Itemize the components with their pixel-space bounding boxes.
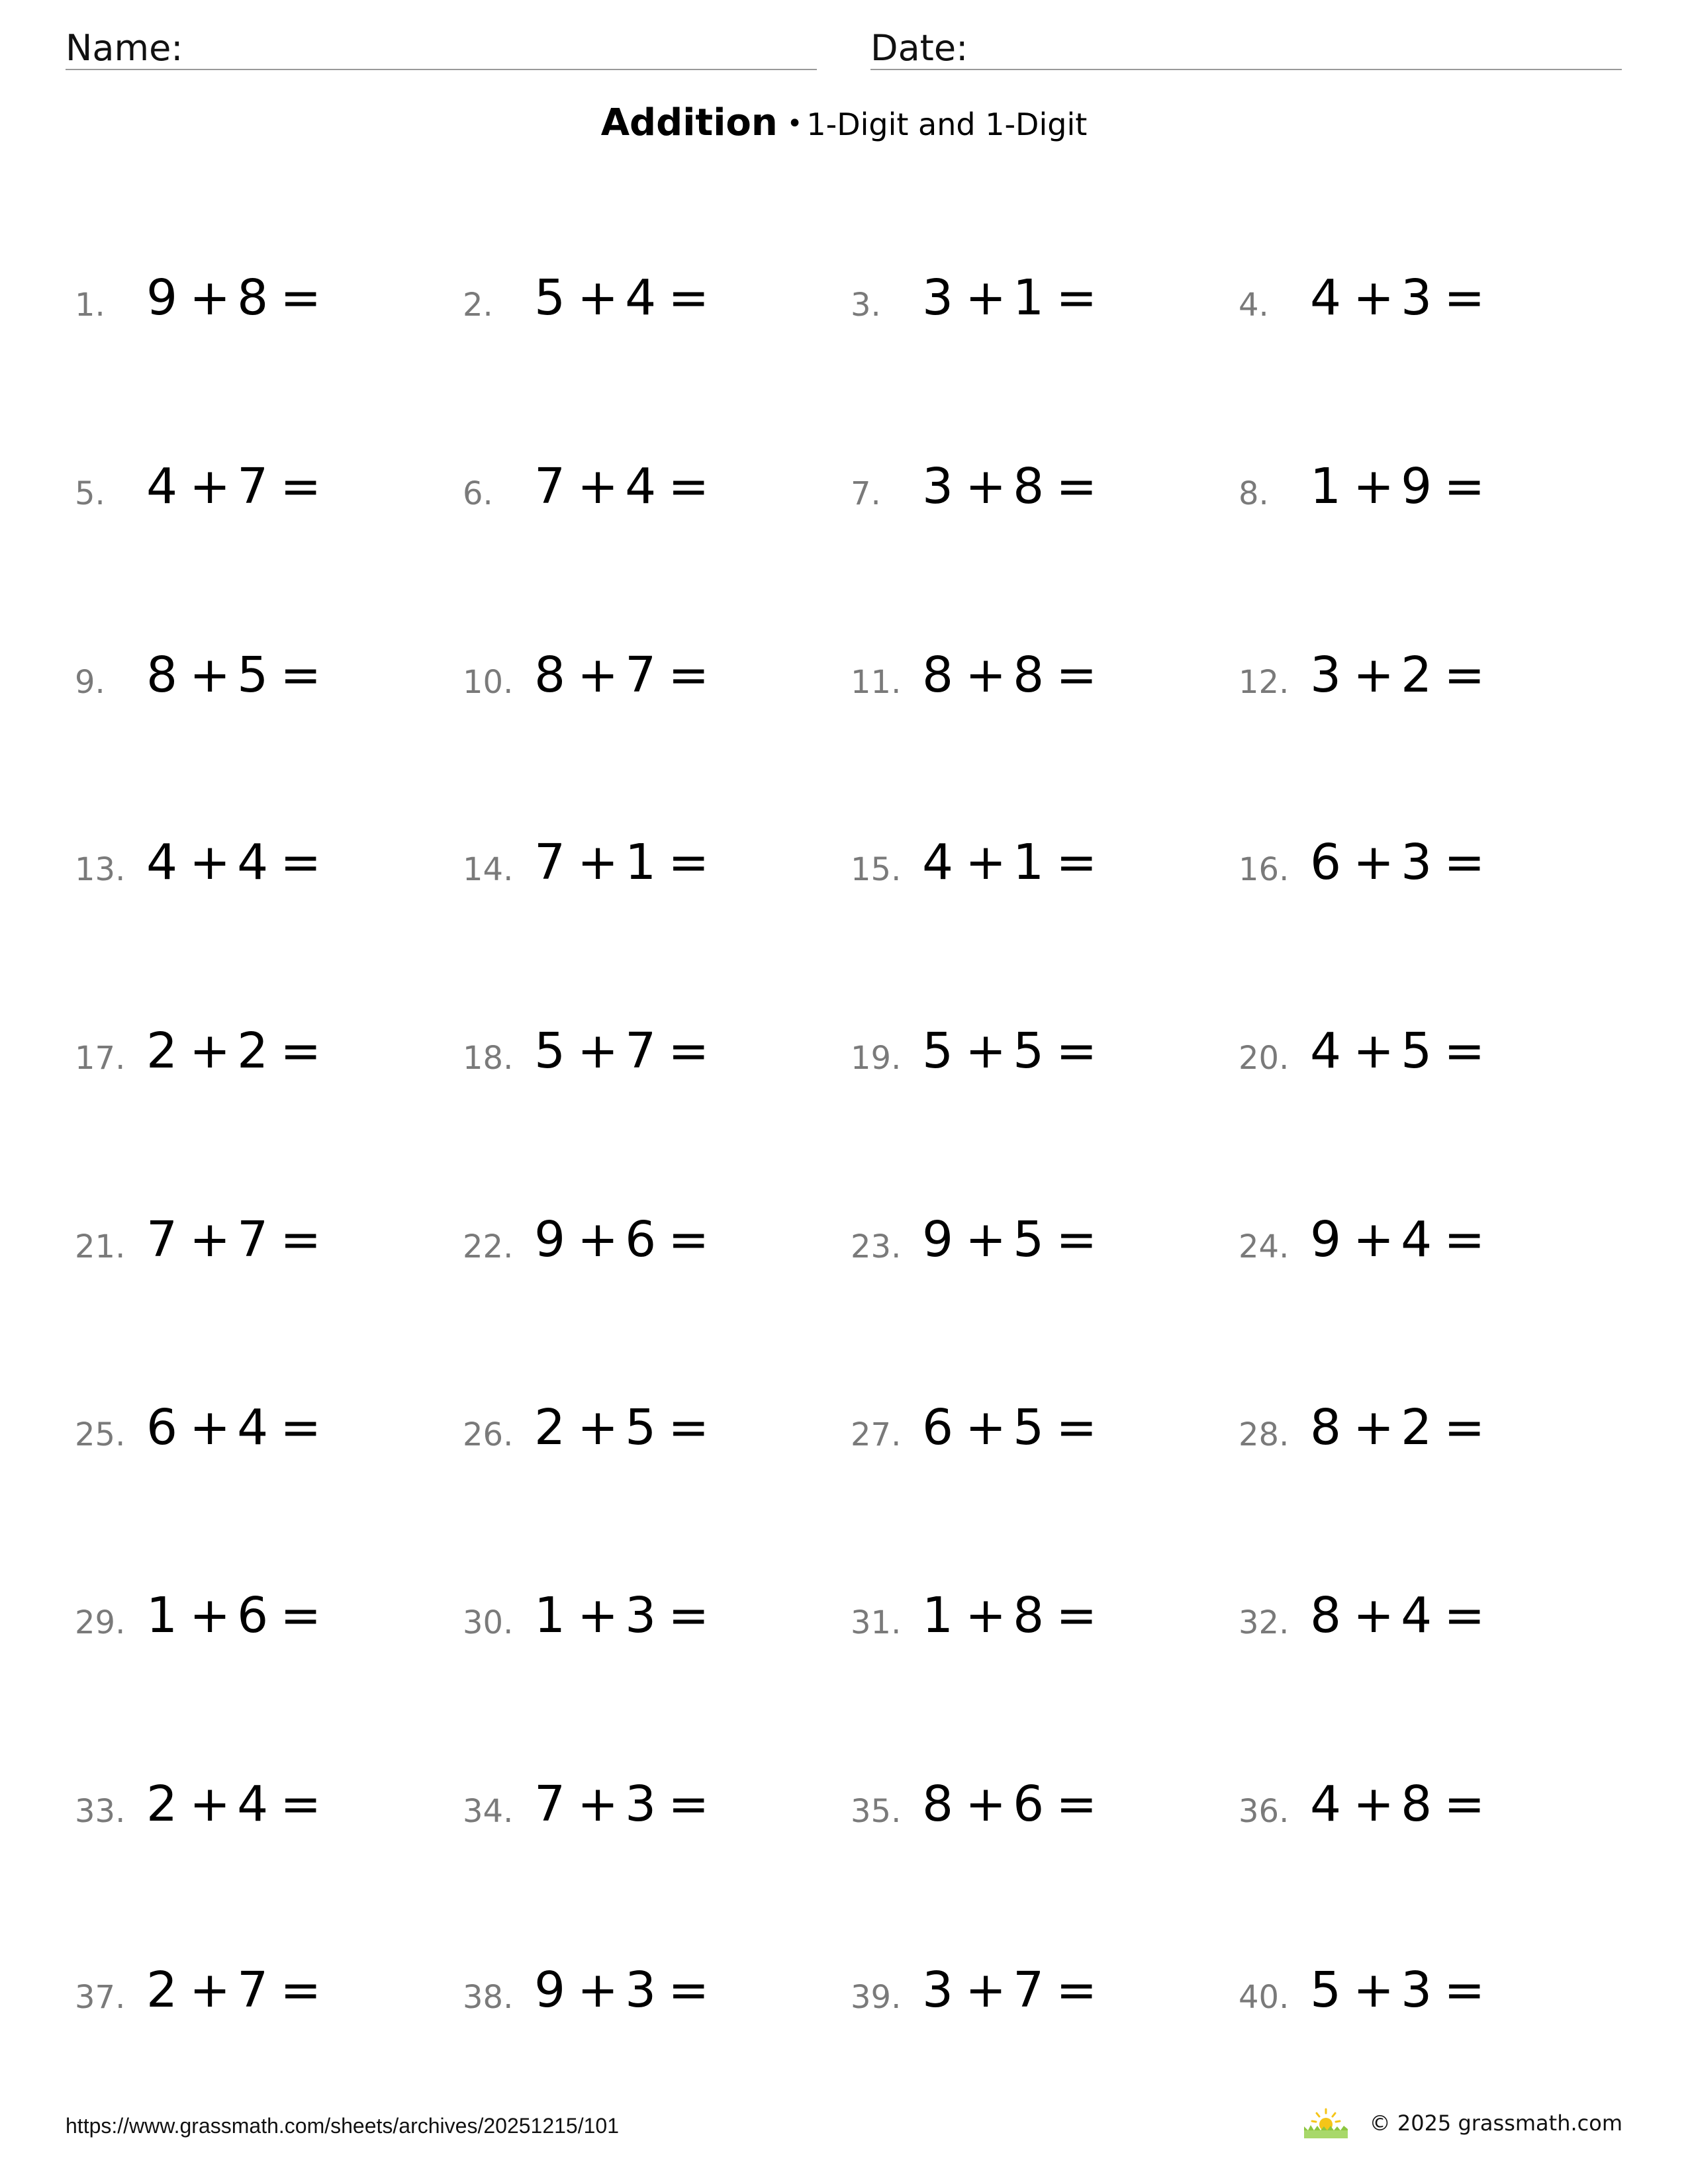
- plus-sign: +: [189, 458, 231, 515]
- second-addend: 1: [1013, 269, 1045, 326]
- plus-sign: +: [1353, 1023, 1395, 1079]
- problem-expression: [534, 647, 710, 704]
- problem-number: 28.: [1239, 1416, 1289, 1453]
- plus-sign: +: [1353, 1776, 1395, 1833]
- problem-number: 35.: [851, 1793, 902, 1830]
- problem-number: 8.: [1239, 475, 1269, 512]
- problem-number: 12.: [1239, 664, 1289, 701]
- second-addend: 3: [625, 1962, 657, 2019]
- copyright-text: © 2025 grassmath.com: [1369, 2111, 1622, 2136]
- problem-number: 5.: [75, 475, 105, 512]
- problem-expression: [146, 1023, 322, 1079]
- plus-sign: +: [965, 647, 1007, 704]
- second-addend: 7: [625, 647, 657, 704]
- problem-number: 7.: [851, 475, 881, 512]
- problem-number: 19.: [851, 1040, 902, 1077]
- second-addend: 3: [1401, 834, 1432, 891]
- problem-expression: [922, 1587, 1098, 1644]
- equals-sign: =: [280, 1962, 322, 2019]
- first-addend: 2: [146, 1023, 178, 1079]
- problem-expression: [146, 269, 322, 326]
- equals-sign: =: [280, 1023, 322, 1079]
- problem-expression: [1310, 1399, 1485, 1456]
- problem-expression: [922, 458, 1098, 515]
- second-addend: 1: [1013, 834, 1045, 891]
- second-addend: 5: [1013, 1211, 1045, 1268]
- plus-sign: +: [965, 1023, 1007, 1079]
- footer-url: https://www.grassmath.com/sheets/archives/20251215/101: [66, 2114, 619, 2138]
- equals-sign: =: [280, 1776, 322, 1833]
- problem-expression: [922, 1211, 1098, 1268]
- second-addend: 3: [1401, 269, 1432, 326]
- first-addend: 9: [534, 1962, 566, 2019]
- problem-expression: [534, 1776, 710, 1833]
- first-addend: 3: [922, 269, 954, 326]
- problem-expression: [146, 1587, 322, 1644]
- first-addend: 6: [922, 1399, 954, 1456]
- first-addend: 8: [1310, 1399, 1342, 1456]
- equals-sign: =: [280, 458, 322, 515]
- plus-sign: +: [1353, 1399, 1395, 1456]
- problem-expression: [534, 1023, 710, 1079]
- problem-number: 33.: [75, 1793, 126, 1830]
- plus-sign: +: [577, 1399, 619, 1456]
- second-addend: 8: [1013, 1587, 1045, 1644]
- problem-expression: [146, 1399, 322, 1456]
- problem-number: 16.: [1239, 851, 1289, 888]
- second-addend: 5: [1401, 1023, 1432, 1079]
- problem-expression: [534, 458, 710, 515]
- second-addend: 5: [237, 647, 269, 704]
- plus-sign: +: [965, 1211, 1007, 1268]
- first-addend: 9: [534, 1211, 566, 1268]
- equals-sign: =: [1444, 647, 1485, 704]
- problem-number: 17.: [75, 1040, 126, 1077]
- second-addend: 6: [625, 1211, 657, 1268]
- problem-expression: [534, 834, 710, 891]
- equals-sign: =: [668, 269, 710, 326]
- problem-expression: [922, 1962, 1098, 2019]
- plus-sign: +: [1353, 458, 1395, 515]
- plus-sign: +: [965, 1587, 1007, 1644]
- second-addend: 3: [625, 1776, 657, 1833]
- first-addend: 8: [146, 647, 178, 704]
- plus-sign: +: [577, 1211, 619, 1268]
- name-label: Name:: [66, 27, 183, 69]
- problem-number: 26.: [463, 1416, 514, 1453]
- second-addend: 2: [237, 1023, 269, 1079]
- problem-number: 24.: [1239, 1228, 1289, 1265]
- first-addend: 4: [1310, 269, 1342, 326]
- first-addend: 2: [534, 1399, 566, 1456]
- problem-number: 32.: [1239, 1604, 1289, 1641]
- problem-expression: [1310, 269, 1485, 326]
- first-addend: 7: [534, 458, 566, 515]
- problem-expression: [534, 269, 710, 326]
- problem-number: 23.: [851, 1228, 902, 1265]
- first-addend: 4: [146, 834, 178, 891]
- problem-number: 39.: [851, 1979, 902, 2016]
- problem-number: 38.: [463, 1979, 514, 2016]
- second-addend: 5: [1013, 1023, 1045, 1079]
- plus-sign: +: [1353, 1962, 1395, 2019]
- problem-number: 10.: [463, 664, 514, 701]
- equals-sign: =: [280, 647, 322, 704]
- second-addend: 4: [1401, 1211, 1432, 1268]
- equals-sign: =: [1444, 1023, 1485, 1079]
- second-addend: 7: [1013, 1962, 1045, 2019]
- equals-sign: =: [668, 458, 710, 515]
- equals-sign: =: [668, 1399, 710, 1456]
- equals-sign: =: [668, 1023, 710, 1079]
- problem-expression: [146, 1776, 322, 1833]
- problem-number: 13.: [75, 851, 126, 888]
- equals-sign: =: [280, 834, 322, 891]
- problem-expression: [922, 1023, 1098, 1079]
- second-addend: 7: [237, 1211, 269, 1268]
- second-addend: 8: [1013, 458, 1045, 515]
- plus-sign: +: [577, 1587, 619, 1644]
- plus-sign: +: [189, 834, 231, 891]
- plus-sign: +: [1353, 834, 1395, 891]
- second-addend: 6: [1013, 1776, 1045, 1833]
- date-label: Date:: [870, 27, 968, 69]
- problem-number: 22.: [463, 1228, 514, 1265]
- second-addend: 8: [237, 269, 269, 326]
- first-addend: 4: [922, 834, 954, 891]
- first-addend: 7: [146, 1211, 178, 1268]
- problem-number: 11.: [851, 664, 902, 701]
- problem-number: 3.: [851, 287, 881, 324]
- first-addend: 7: [534, 834, 566, 891]
- plus-sign: +: [189, 1211, 231, 1268]
- problem-number: 40.: [1239, 1979, 1289, 2016]
- second-addend: 4: [625, 458, 657, 515]
- plus-sign: +: [189, 269, 231, 326]
- equals-sign: =: [1056, 834, 1098, 891]
- equals-sign: =: [1444, 1962, 1485, 2019]
- second-addend: 9: [1401, 458, 1432, 515]
- problem-expression: [534, 1962, 710, 2019]
- equals-sign: =: [280, 1211, 322, 1268]
- problem-expression: [1310, 1962, 1485, 2019]
- first-addend: 1: [534, 1587, 566, 1644]
- plus-sign: +: [965, 1399, 1007, 1456]
- plus-sign: +: [965, 458, 1007, 515]
- equals-sign: =: [668, 1211, 710, 1268]
- problem-expression: [1310, 1587, 1485, 1644]
- problem-number: 37.: [75, 1979, 126, 2016]
- equals-sign: =: [1444, 269, 1485, 326]
- problem-expression: [534, 1211, 710, 1268]
- plus-sign: +: [1353, 1587, 1395, 1644]
- second-addend: 2: [1401, 1399, 1432, 1456]
- first-addend: 9: [1310, 1211, 1342, 1268]
- plus-sign: +: [577, 1023, 619, 1079]
- plus-sign: +: [189, 1399, 231, 1456]
- equals-sign: =: [1056, 1962, 1098, 2019]
- problem-expression: [922, 647, 1098, 704]
- equals-sign: =: [1056, 1587, 1098, 1644]
- equals-sign: =: [1056, 1023, 1098, 1079]
- equals-sign: =: [1056, 1776, 1098, 1833]
- second-addend: 2: [1401, 647, 1432, 704]
- second-addend: 4: [237, 1399, 269, 1456]
- equals-sign: =: [1056, 458, 1098, 515]
- problem-number: 29.: [75, 1604, 126, 1641]
- plus-sign: +: [1353, 269, 1395, 326]
- second-addend: 8: [1401, 1776, 1432, 1833]
- problem-number: 14.: [463, 851, 514, 888]
- title-subtitle: 1-Digit and 1-Digit: [806, 107, 1088, 142]
- equals-sign: =: [1444, 1776, 1485, 1833]
- equals-sign: =: [1444, 1587, 1485, 1644]
- first-addend: 9: [922, 1211, 954, 1268]
- problem-expression: [1310, 1776, 1485, 1833]
- second-addend: 3: [1401, 1962, 1432, 2019]
- second-addend: 3: [625, 1587, 657, 1644]
- plus-sign: +: [189, 1776, 231, 1833]
- first-addend: 4: [146, 458, 178, 515]
- second-addend: 4: [237, 834, 269, 891]
- title-main: Addition: [600, 101, 778, 144]
- plus-sign: +: [189, 647, 231, 704]
- equals-sign: =: [1444, 458, 1485, 515]
- problem-expression: [146, 647, 322, 704]
- problem-expression: [1310, 1023, 1485, 1079]
- plus-sign: +: [577, 647, 619, 704]
- plus-sign: +: [965, 269, 1007, 326]
- plus-sign: +: [189, 1587, 231, 1644]
- equals-sign: =: [668, 1776, 710, 1833]
- plus-sign: +: [577, 1962, 619, 2019]
- first-addend: 5: [534, 269, 566, 326]
- problem-expression: [922, 1776, 1098, 1833]
- problem-number: 18.: [463, 1040, 514, 1077]
- problem-number: 2.: [463, 287, 493, 324]
- first-addend: 8: [922, 1776, 954, 1833]
- equals-sign: =: [1056, 269, 1098, 326]
- plus-sign: +: [577, 1776, 619, 1833]
- problem-expression: [534, 1587, 710, 1644]
- plus-sign: +: [965, 1776, 1007, 1833]
- problem-number: 27.: [851, 1416, 902, 1453]
- problem-expression: [1310, 647, 1485, 704]
- plus-sign: +: [189, 1023, 231, 1079]
- plus-sign: +: [965, 1962, 1007, 2019]
- equals-sign: =: [1444, 1399, 1485, 1456]
- problem-expression: [146, 834, 322, 891]
- first-addend: 3: [1310, 647, 1342, 704]
- first-addend: 6: [1310, 834, 1342, 891]
- first-addend: 2: [146, 1776, 178, 1833]
- problem-number: 31.: [851, 1604, 902, 1641]
- first-addend: 9: [146, 269, 178, 326]
- problem-expression: [922, 269, 1098, 326]
- equals-sign: =: [280, 1399, 322, 1456]
- problem-number: 6.: [463, 475, 493, 512]
- second-addend: 8: [1013, 647, 1045, 704]
- title-separator: •: [786, 109, 803, 139]
- equals-sign: =: [280, 1587, 322, 1644]
- first-addend: 4: [1310, 1023, 1342, 1079]
- second-addend: 7: [237, 458, 269, 515]
- first-addend: 3: [922, 458, 954, 515]
- plus-sign: +: [577, 834, 619, 891]
- first-addend: 8: [534, 647, 566, 704]
- equals-sign: =: [280, 269, 322, 326]
- first-addend: 6: [146, 1399, 178, 1456]
- equals-sign: =: [1444, 1211, 1485, 1268]
- equals-sign: =: [1444, 834, 1485, 891]
- first-addend: 4: [1310, 1776, 1342, 1833]
- plus-sign: +: [1353, 647, 1395, 704]
- problem-number: 4.: [1239, 287, 1269, 324]
- second-addend: 4: [237, 1776, 269, 1833]
- plus-sign: +: [189, 1962, 231, 2019]
- first-addend: 5: [534, 1023, 566, 1079]
- first-addend: 8: [922, 647, 954, 704]
- second-addend: 5: [1013, 1399, 1045, 1456]
- problem-expression: [534, 1399, 710, 1456]
- equals-sign: =: [1056, 1211, 1098, 1268]
- first-addend: 7: [534, 1776, 566, 1833]
- problem-number: 15.: [851, 851, 902, 888]
- grass-sun-logo-icon: [1303, 2107, 1349, 2140]
- problem-expression: [1310, 834, 1485, 891]
- problem-number: 25.: [75, 1416, 126, 1453]
- problem-expression: [146, 1211, 322, 1268]
- problem-number: 1.: [75, 287, 105, 324]
- problem-expression: [1310, 1211, 1485, 1268]
- problem-expression: [922, 834, 1098, 891]
- equals-sign: =: [668, 834, 710, 891]
- first-addend: 1: [1310, 458, 1342, 515]
- equals-sign: =: [668, 647, 710, 704]
- second-addend: 7: [237, 1962, 269, 2019]
- first-addend: 8: [1310, 1587, 1342, 1644]
- second-addend: 6: [237, 1587, 269, 1644]
- footer-brand: [1303, 2107, 1622, 2146]
- problem-number: 9.: [75, 664, 105, 701]
- second-addend: 5: [625, 1399, 657, 1456]
- first-addend: 5: [922, 1023, 954, 1079]
- first-addend: 1: [922, 1587, 954, 1644]
- plus-sign: +: [577, 269, 619, 326]
- problem-expression: [922, 1399, 1098, 1456]
- equals-sign: =: [1056, 1399, 1098, 1456]
- second-addend: 7: [625, 1023, 657, 1079]
- problem-expression: [146, 458, 322, 515]
- first-addend: 2: [146, 1962, 178, 2019]
- problem-number: 34.: [463, 1793, 514, 1830]
- plus-sign: +: [577, 458, 619, 515]
- second-addend: 4: [625, 269, 657, 326]
- plus-sign: +: [965, 834, 1007, 891]
- problem-expression: [146, 1962, 322, 2019]
- first-addend: 3: [922, 1962, 954, 2019]
- problem-expression: [1310, 458, 1485, 515]
- first-addend: 5: [1310, 1962, 1342, 2019]
- problem-number: 30.: [463, 1604, 514, 1641]
- second-addend: 4: [1401, 1587, 1432, 1644]
- first-addend: 1: [146, 1587, 178, 1644]
- second-addend: 1: [625, 834, 657, 891]
- equals-sign: =: [668, 1962, 710, 2019]
- problem-number: 36.: [1239, 1793, 1289, 1830]
- equals-sign: =: [668, 1587, 710, 1644]
- equals-sign: =: [1056, 647, 1098, 704]
- problem-number: 21.: [75, 1228, 126, 1265]
- problem-number: 20.: [1239, 1040, 1289, 1077]
- plus-sign: +: [1353, 1211, 1395, 1268]
